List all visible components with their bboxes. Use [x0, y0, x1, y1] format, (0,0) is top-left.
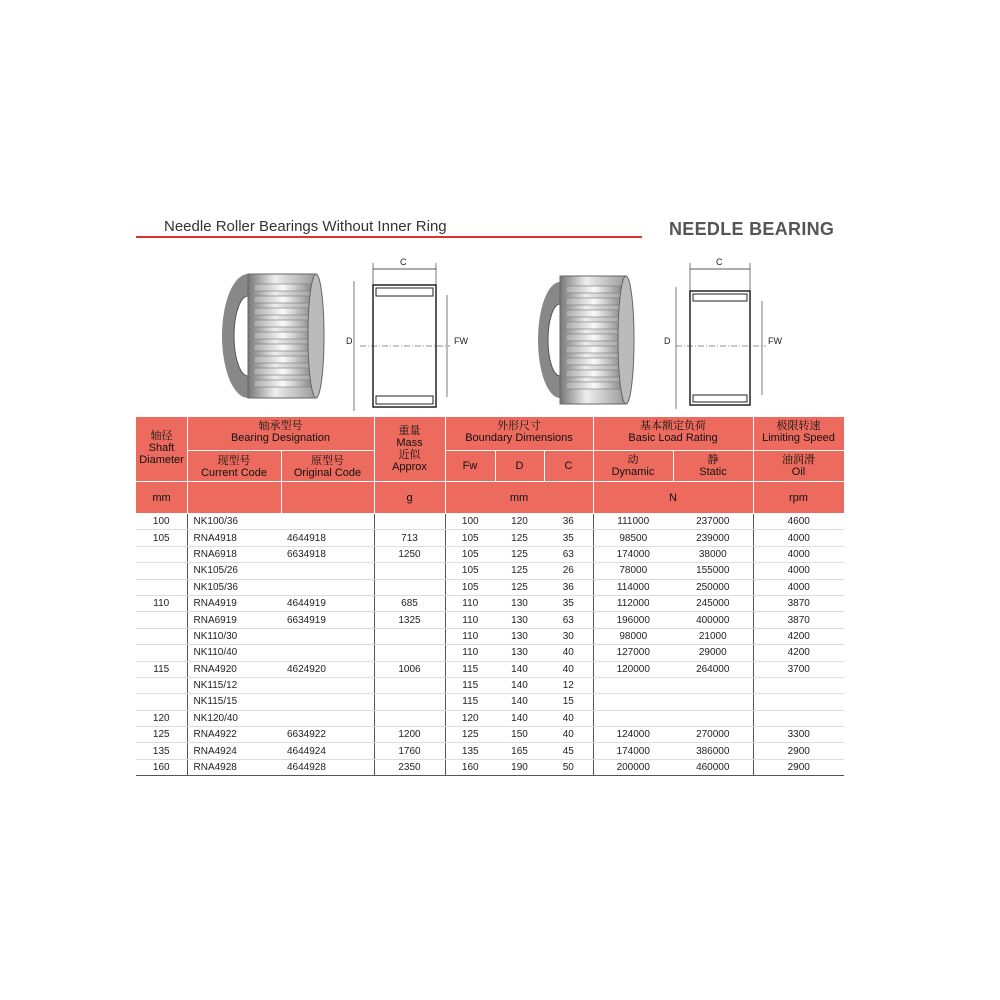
shaft-cell — [136, 677, 187, 693]
original-code-cell — [281, 677, 374, 693]
dim-c-label: C — [716, 257, 723, 267]
shaft-cell: 135 — [136, 743, 187, 759]
c-cell: 50 — [544, 759, 593, 775]
c-cell: 40 — [544, 645, 593, 661]
c-cell: 12 — [544, 677, 593, 693]
current-code-cell: NK110/40 — [187, 645, 281, 661]
unit-shaft: mm — [152, 492, 171, 504]
fw-cell: 110 — [445, 628, 495, 644]
current-code-cell: RNA6919 — [187, 612, 281, 628]
current-code-cell: NK110/30 — [187, 628, 281, 644]
c-cell: 45 — [544, 743, 593, 759]
c-cell: 40 — [544, 661, 593, 677]
d-cell: 190 — [495, 759, 544, 775]
table-row — [136, 579, 844, 595]
header-c: C — [564, 460, 573, 472]
header-shaft: 轴径 Shaft Diameter — [139, 430, 184, 466]
d-cell: 140 — [495, 661, 544, 677]
fw-cell: 105 — [445, 546, 495, 562]
current-code-cell: RNA4920 — [187, 661, 281, 677]
current-code-cell: NK105/36 — [187, 579, 281, 595]
c-cell: 35 — [544, 530, 593, 546]
c-cell: 40 — [544, 727, 593, 743]
fw-cell: 105 — [445, 579, 495, 595]
original-code-cell — [281, 710, 374, 726]
oil-speed-cell — [753, 677, 844, 693]
bearing-drawing-1 — [340, 255, 480, 415]
c-cell: 40 — [544, 710, 593, 726]
dim-d-label: D — [664, 336, 671, 346]
static-cell — [673, 694, 753, 710]
fw-cell: 135 — [445, 743, 495, 759]
mass-cell — [374, 694, 445, 710]
shaft-cell: 125 — [136, 727, 187, 743]
dim-fw-label: FW — [454, 336, 468, 346]
original-code-cell — [281, 514, 374, 530]
fw-cell: 160 — [445, 759, 495, 775]
dynamic-cell — [593, 694, 673, 710]
d-cell: 140 — [495, 694, 544, 710]
d-cell: 130 — [495, 645, 544, 661]
dynamic-cell: 124000 — [593, 727, 673, 743]
header-load-rating: 基本额定负荷 Basic Load Rating — [628, 420, 718, 444]
table-row — [136, 628, 844, 644]
static-cell: 21000 — [673, 628, 753, 644]
table-row — [136, 595, 844, 611]
table-row — [136, 743, 844, 759]
shaft-cell — [136, 645, 187, 661]
current-code-cell: RNA4919 — [187, 595, 281, 611]
original-code-cell: 6634922 — [281, 727, 374, 743]
d-cell: 125 — [495, 546, 544, 562]
c-cell: 63 — [544, 546, 593, 562]
d-cell: 125 — [495, 563, 544, 579]
dynamic-cell: 112000 — [593, 595, 673, 611]
fw-cell: 115 — [445, 694, 495, 710]
header-fw: Fw — [462, 460, 478, 472]
mass-cell — [374, 563, 445, 579]
oil-speed-cell: 4000 — [753, 563, 844, 579]
mass-cell — [374, 628, 445, 644]
static-cell: 245000 — [673, 595, 753, 611]
static-cell: 264000 — [673, 661, 753, 677]
unit-speed: rpm — [789, 492, 808, 504]
mass-cell — [374, 677, 445, 693]
original-code-cell — [281, 628, 374, 644]
current-code-cell: RNA4928 — [187, 759, 281, 775]
dynamic-cell: 98500 — [593, 530, 673, 546]
section-subtitle: Needle Roller Bearings Without Inner Ring — [164, 218, 447, 235]
static-cell: 386000 — [673, 743, 753, 759]
dynamic-cell: 120000 — [593, 661, 673, 677]
table-row — [136, 694, 844, 710]
oil-speed-cell: 3870 — [753, 612, 844, 628]
fw-cell: 115 — [445, 677, 495, 693]
header-current-code: 现型号 Current Code — [200, 455, 268, 479]
title-underline — [136, 236, 642, 238]
dynamic-cell: 196000 — [593, 612, 673, 628]
original-code-cell: 4644918 — [281, 530, 374, 546]
header-oil: 油润滑 Oil — [782, 454, 815, 478]
d-cell: 125 — [495, 530, 544, 546]
table-row — [136, 759, 844, 775]
d-cell: 120 — [495, 514, 544, 530]
static-cell: 239000 — [673, 530, 753, 546]
oil-speed-cell — [753, 694, 844, 710]
fw-cell: 110 — [445, 612, 495, 628]
table-row — [136, 546, 844, 562]
fw-cell: 125 — [445, 727, 495, 743]
oil-speed-cell: 2900 — [753, 743, 844, 759]
static-cell: 400000 — [673, 612, 753, 628]
static-cell: 250000 — [673, 579, 753, 595]
header-mass: 重量 Mass 近似 Approx — [392, 425, 427, 473]
dynamic-cell: 174000 — [593, 743, 673, 759]
shaft-cell — [136, 612, 187, 628]
fw-cell: 105 — [445, 563, 495, 579]
fw-cell: 115 — [445, 661, 495, 677]
c-cell: 35 — [544, 595, 593, 611]
current-code-cell: RNA4918 — [187, 530, 281, 546]
shaft-cell: 110 — [136, 595, 187, 611]
shaft-cell — [136, 563, 187, 579]
original-code-cell: 4644928 — [281, 759, 374, 775]
c-cell: 26 — [544, 563, 593, 579]
dynamic-cell: 111000 — [593, 514, 673, 530]
oil-speed-cell: 3870 — [753, 595, 844, 611]
dynamic-cell: 98000 — [593, 628, 673, 644]
mass-cell: 1006 — [374, 661, 445, 677]
oil-speed-cell: 4200 — [753, 628, 844, 644]
fw-cell: 120 — [445, 710, 495, 726]
current-code-cell: RNA4924 — [187, 743, 281, 759]
mass-cell — [374, 579, 445, 595]
shaft-cell: 160 — [136, 759, 187, 775]
mass-cell — [374, 514, 445, 530]
original-code-cell: 4624920 — [281, 661, 374, 677]
d-cell: 150 — [495, 727, 544, 743]
shaft-cell: 120 — [136, 710, 187, 726]
header-limiting-speed: 极限转速 Limiting Speed — [762, 420, 835, 444]
d-cell: 125 — [495, 579, 544, 595]
current-code-cell: RNA6918 — [187, 546, 281, 562]
original-code-cell: 6634919 — [281, 612, 374, 628]
table-row — [136, 530, 844, 546]
original-code-cell — [281, 645, 374, 661]
original-code-cell — [281, 563, 374, 579]
dim-d-label: D — [346, 336, 353, 346]
dynamic-cell — [593, 710, 673, 726]
d-cell: 130 — [495, 612, 544, 628]
header-dimensions: 外形尺寸 Boundary Dimensions — [465, 420, 573, 444]
mass-cell: 713 — [374, 530, 445, 546]
shaft-cell — [136, 628, 187, 644]
static-cell: 38000 — [673, 546, 753, 562]
oil-speed-cell: 3300 — [753, 727, 844, 743]
fw-cell: 110 — [445, 645, 495, 661]
d-cell: 130 — [495, 595, 544, 611]
mass-cell: 2350 — [374, 759, 445, 775]
static-cell — [673, 677, 753, 693]
shaft-cell: 100 — [136, 514, 187, 530]
original-code-cell: 4644924 — [281, 743, 374, 759]
mass-cell: 1250 — [374, 546, 445, 562]
header-designation: 轴承型号 Bearing Designation — [230, 420, 331, 444]
c-cell: 36 — [544, 579, 593, 595]
table-row — [136, 727, 844, 743]
c-cell: 30 — [544, 628, 593, 644]
table-row — [136, 645, 844, 661]
dynamic-cell: 174000 — [593, 546, 673, 562]
table-row — [136, 661, 844, 677]
bearing-photo-1 — [218, 270, 326, 402]
current-code-cell: NK115/12 — [187, 677, 281, 693]
oil-speed-cell: 4000 — [753, 579, 844, 595]
shaft-cell: 115 — [136, 661, 187, 677]
header-d: D — [515, 460, 524, 472]
c-cell: 36 — [544, 514, 593, 530]
current-code-cell: RNA4922 — [187, 727, 281, 743]
dynamic-cell: 127000 — [593, 645, 673, 661]
c-cell: 63 — [544, 612, 593, 628]
static-cell: 29000 — [673, 645, 753, 661]
dynamic-cell: 78000 — [593, 563, 673, 579]
bearing-drawing-2 — [658, 255, 798, 415]
fw-cell: 105 — [445, 530, 495, 546]
unit-load: N — [669, 492, 677, 504]
table-row — [136, 514, 844, 530]
oil-speed-cell: 4600 — [753, 514, 844, 530]
mass-cell — [374, 645, 445, 661]
d-cell: 140 — [495, 677, 544, 693]
table-row — [136, 677, 844, 693]
unit-dimensions: mm — [509, 492, 529, 504]
mass-cell — [374, 710, 445, 726]
c-cell: 15 — [544, 694, 593, 710]
mass-cell: 685 — [374, 595, 445, 611]
static-cell — [673, 710, 753, 726]
table-row — [136, 710, 844, 726]
header-static: 静 Static — [699, 454, 727, 478]
mass-cell: 1760 — [374, 743, 445, 759]
oil-speed-cell: 3700 — [753, 661, 844, 677]
oil-speed-cell: 4000 — [753, 530, 844, 546]
mass-cell: 1200 — [374, 727, 445, 743]
table-row — [136, 563, 844, 579]
dynamic-cell: 114000 — [593, 579, 673, 595]
dim-c-label: C — [400, 257, 407, 267]
dim-fw-label: FW — [768, 336, 782, 346]
unit-mass: g — [406, 492, 413, 504]
dynamic-cell: 200000 — [593, 759, 673, 775]
oil-speed-cell: 4000 — [753, 546, 844, 562]
original-code-cell: 6634918 — [281, 546, 374, 562]
header-dynamic: 动 Dynamic — [611, 454, 655, 478]
header-original-code: 原型号 Original Code — [293, 455, 362, 479]
oil-speed-cell: 2900 — [753, 759, 844, 775]
shaft-cell — [136, 579, 187, 595]
fw-cell: 110 — [445, 595, 495, 611]
static-cell: 270000 — [673, 727, 753, 743]
current-code-cell: NK120/40 — [187, 710, 281, 726]
mass-cell: 1325 — [374, 612, 445, 628]
oil-speed-cell: 4200 — [753, 645, 844, 661]
oil-speed-cell — [753, 710, 844, 726]
static-cell: 460000 — [673, 759, 753, 775]
table-row — [136, 612, 844, 628]
current-code-cell: NK100/36 — [187, 514, 281, 530]
original-code-cell — [281, 579, 374, 595]
current-code-cell: NK115/15 — [187, 694, 281, 710]
original-code-cell — [281, 694, 374, 710]
d-cell: 130 — [495, 628, 544, 644]
d-cell: 140 — [495, 710, 544, 726]
current-code-cell: NK105/26 — [187, 563, 281, 579]
brand-title: NEEDLE BEARING — [669, 219, 835, 239]
dynamic-cell — [593, 677, 673, 693]
shaft-cell — [136, 694, 187, 710]
bearing-photo-2 — [534, 270, 636, 408]
bearing-table — [136, 514, 844, 776]
original-code-cell: 4644919 — [281, 595, 374, 611]
table-header — [136, 417, 844, 513]
shaft-cell — [136, 546, 187, 562]
shaft-cell: 105 — [136, 530, 187, 546]
static-cell: 237000 — [673, 514, 753, 530]
d-cell: 165 — [495, 743, 544, 759]
static-cell: 155000 — [673, 563, 753, 579]
fw-cell: 100 — [445, 514, 495, 530]
